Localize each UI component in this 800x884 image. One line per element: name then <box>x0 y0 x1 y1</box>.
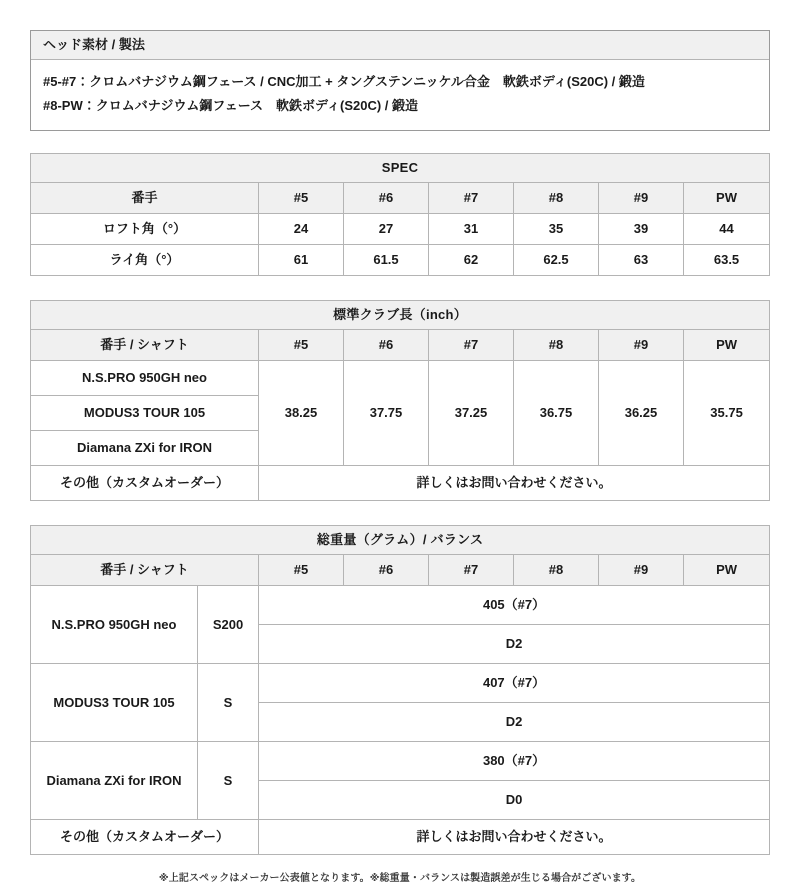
spec-lie-9: 63 <box>599 245 684 276</box>
club-length-value-pw: 35.75 <box>684 361 770 466</box>
spec-loft-5: 24 <box>259 214 344 245</box>
club-length-table <box>30 300 770 501</box>
table-row <box>31 214 770 245</box>
spec-table-header-row <box>31 183 770 214</box>
weight-balance-header-club-5: #5 <box>259 555 344 586</box>
club-length-value-6: 37.75 <box>344 361 429 466</box>
weight-other-label: その他（カスタムオーダー） <box>31 820 259 855</box>
head-material-body <box>31 60 769 130</box>
spec-table-title-row <box>31 154 770 183</box>
club-length-shaft-1: N.S.PRO 950GH neo <box>31 361 259 396</box>
weight-balance-header-club-8: #8 <box>514 555 599 586</box>
club-length-header-label: 番手 / シャフト <box>31 330 259 361</box>
club-length-header-club-6: #6 <box>344 330 429 361</box>
club-length-value-9: 36.25 <box>599 361 684 466</box>
club-length-other-label: その他（カスタムオーダー） <box>31 466 259 501</box>
table-row <box>31 361 770 396</box>
club-length-header-club-8: #8 <box>514 330 599 361</box>
spec-table <box>30 153 770 276</box>
balance-value-1: D2 <box>259 625 770 664</box>
spec-lie-5: 61 <box>259 245 344 276</box>
spec-row-lie-label: ライ角（°） <box>31 245 259 276</box>
balance-value-2: D2 <box>259 703 770 742</box>
weight-balance-header-club-9: #9 <box>599 555 684 586</box>
head-material-block <box>30 30 770 131</box>
weight-flex-2: S <box>198 664 259 742</box>
club-length-header-club-5: #5 <box>259 330 344 361</box>
spec-loft-6: 27 <box>344 214 429 245</box>
weight-flex-1: S200 <box>198 586 259 664</box>
weight-shaft-3: Diamana ZXi for IRON <box>31 742 198 820</box>
club-length-other-value: 詳しくはお問い合わせください。 <box>259 466 770 501</box>
weight-balance-table <box>30 525 770 855</box>
weight-balance-header-club-7: #7 <box>429 555 514 586</box>
table-row <box>31 742 770 781</box>
weight-value-2: 407（#7） <box>259 664 770 703</box>
table-row <box>31 466 770 501</box>
spec-lie-8: 62.5 <box>514 245 599 276</box>
head-material-title: ヘッド素材 / 製法 <box>31 31 769 60</box>
spec-header-club-5: #5 <box>259 183 344 214</box>
spec-table-title: SPEC <box>31 154 770 183</box>
spec-loft-pw: 44 <box>684 214 770 245</box>
spec-header-club-6: #6 <box>344 183 429 214</box>
head-material-line-1: #5-#7：クロムバナジウム鋼フェース / CNC加工 + タングステンニッケル合金 軟鉄ボディ(S20C) / 鍛造 <box>43 74 645 89</box>
club-length-shaft-3: Diamana ZXi for IRON <box>31 431 259 466</box>
club-length-value-5: 38.25 <box>259 361 344 466</box>
club-length-header-club-7: #7 <box>429 330 514 361</box>
weight-value-3: 380（#7） <box>259 742 770 781</box>
weight-other-value: 詳しくはお問い合わせください。 <box>259 820 770 855</box>
club-length-header-club-9: #9 <box>599 330 684 361</box>
weight-balance-title: 総重量（グラム）/ バランス <box>31 526 770 555</box>
spec-header-club-9: #9 <box>599 183 684 214</box>
spec-lie-6: 61.5 <box>344 245 429 276</box>
club-length-title-row <box>31 301 770 330</box>
spec-header-label: 番手 <box>31 183 259 214</box>
club-length-value-8: 36.75 <box>514 361 599 466</box>
club-length-header-club-pw: PW <box>684 330 770 361</box>
head-material-line-2: #8-PW：クロムバナジウム鋼フェース 軟鉄ボディ(S20C) / 鍛造 <box>43 98 419 114</box>
table-row <box>31 245 770 276</box>
spec-header-club-8: #8 <box>514 183 599 214</box>
club-length-shaft-2: MODUS3 TOUR 105 <box>31 396 259 431</box>
spacer-3 <box>30 501 770 525</box>
spacer-1 <box>30 131 770 153</box>
table-row <box>31 820 770 855</box>
spec-lie-pw: 63.5 <box>684 245 770 276</box>
spacer-2 <box>30 276 770 300</box>
weight-balance-header-club-6: #6 <box>344 555 429 586</box>
weight-balance-title-row <box>31 526 770 555</box>
footnote: ※上記スペックはメーカー公表値となります。※総重量・バランスは製造誤差が生じる場合がございます。 <box>158 873 642 884</box>
weight-value-1: 405（#7） <box>259 586 770 625</box>
spec-lie-7: 62 <box>429 245 514 276</box>
table-row <box>31 586 770 625</box>
weight-balance-header-label: 番手 / シャフト <box>31 555 259 586</box>
spec-loft-7: 31 <box>429 214 514 245</box>
weight-shaft-2: MODUS3 TOUR 105 <box>31 664 198 742</box>
balance-value-3: D0 <box>259 781 770 820</box>
club-length-header-row <box>31 330 770 361</box>
weight-balance-header-row <box>31 555 770 586</box>
table-row <box>31 664 770 703</box>
spec-loft-9: 39 <box>599 214 684 245</box>
weight-balance-header-club-pw: PW <box>684 555 770 586</box>
weight-shaft-1: N.S.PRO 950GH neo <box>31 586 198 664</box>
spec-header-club-pw: PW <box>684 183 770 214</box>
club-length-value-7: 37.25 <box>429 361 514 466</box>
club-length-title: 標準クラブ長（inch） <box>31 301 770 330</box>
weight-flex-3: S <box>198 742 259 820</box>
spec-loft-8: 35 <box>514 214 599 245</box>
spec-header-club-7: #7 <box>429 183 514 214</box>
spec-row-loft-label: ロフト角（°） <box>31 214 259 245</box>
